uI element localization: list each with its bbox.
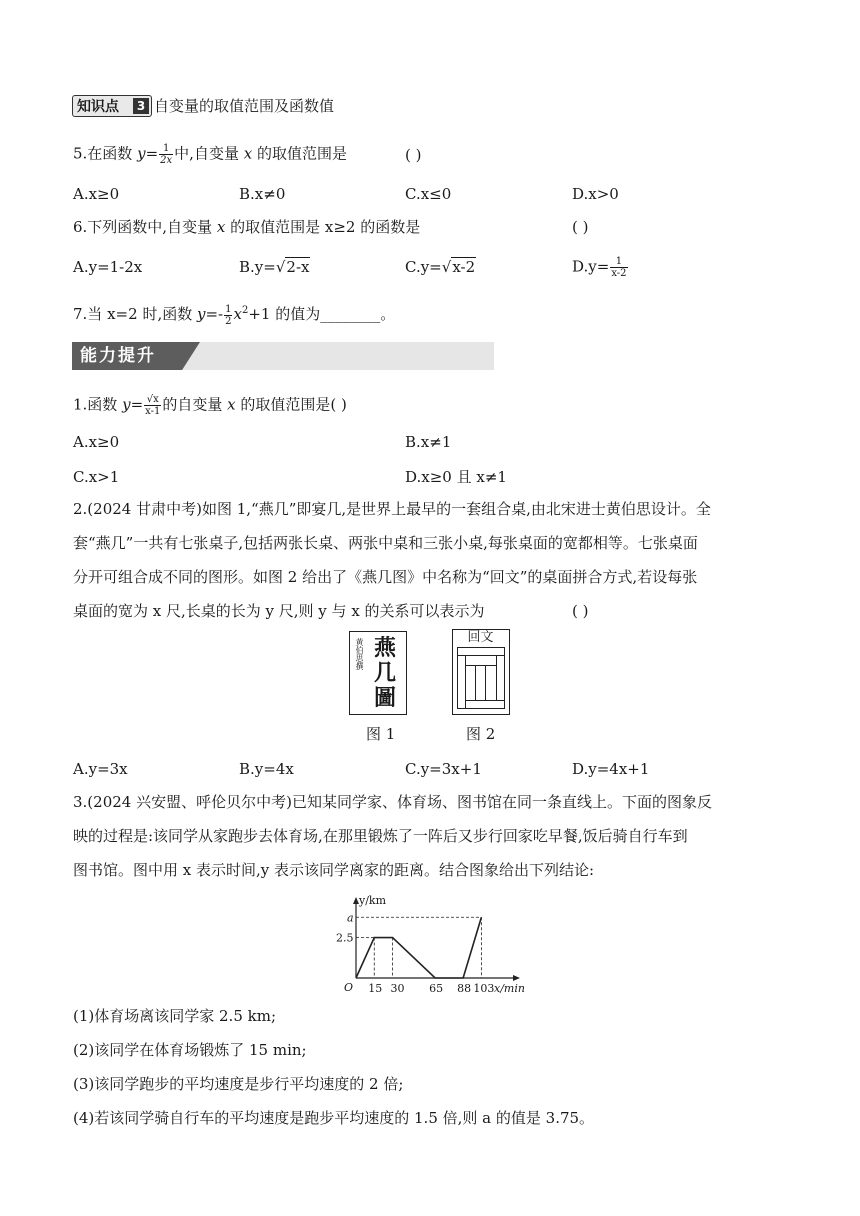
figure-2-table-layout	[452, 629, 510, 715]
figure-1-book-cover	[349, 631, 407, 715]
figure-1-small-text: 黄伯思撰	[355, 638, 364, 670]
q5-fraction: $\frac{1}{2x}$	[160, 143, 173, 166]
x-tick-label: 88	[457, 982, 472, 993]
origin-label: O	[344, 981, 354, 993]
problem-2-line-1: 2.(2024 甘肃中考)如图 1,“燕几”即宴几,是世界上最早的一套组合桌,由北宋进士黄伯思设计。全	[73, 500, 711, 518]
question-7-stem: 7.当 x=2 时,函数 y=- $\frac{1}{2}$ $x^2+1$ 的值为________。	[73, 303, 396, 327]
q5-option-a: A.x≥0	[73, 185, 120, 203]
problem-3-line-3: 图书馆。图中用 x 表示时间,y 表示该同学离家的距离。结合图象给出下列结论:	[73, 861, 595, 879]
sqrt-symbol: √2-x	[275, 258, 310, 276]
y-axis-label: y/km	[359, 894, 387, 907]
question-6-answer-bracket: ( )	[572, 218, 589, 236]
p2-option-c: C.y=3x+1	[405, 760, 482, 778]
figure-1-title: 燕几圖	[373, 635, 396, 711]
x-axis-arrow	[513, 975, 520, 981]
x-tick-label: 30	[390, 982, 405, 993]
problem-3-line-2: 映的过程是:该同学从家跑步去体育场,在那里锻炼了一阵后又步行回家吃早餐,饭后骑自行车到	[73, 827, 688, 845]
y-tick-label: a	[347, 911, 354, 925]
section-badge-number: 3	[133, 98, 149, 114]
answer-blank: ________	[320, 305, 381, 323]
problem-2-line-3: 分开可组合成不同的图形。如图 2 给出了《燕几图》中名称为“回文”的桌面拼合方式,若设每张	[73, 568, 698, 586]
figure-2-diagram	[457, 647, 505, 709]
statement-4: (4)若该同学骑自行车的平均速度是跑步平均速度的 1.5 倍,则 a 的值是 3.75。	[73, 1109, 595, 1127]
figure-2-caption: 图 2	[466, 725, 496, 743]
distance-time-graph	[330, 893, 530, 993]
q7-fraction: $\frac{1}{2}$	[225, 303, 232, 327]
problem-3-line-1: 3.(2024 兴安盟、呼伦贝尔中考)已知某同学家、体育场、图书馆在同一条直线上。下面的图象反	[73, 793, 712, 811]
p1-fraction: $\frac{√x}{x-1}$	[145, 394, 161, 417]
x-tick-label: 65	[429, 982, 444, 993]
section-badge	[72, 95, 152, 117]
banner-title: 能力提升	[80, 346, 156, 366]
question-6-stem: 6.下列函数中,自变量 x 的取值范围是 x≥2 的函数是	[73, 218, 421, 236]
x-tick-label: 103	[473, 982, 495, 993]
question-5-stem: 5.在函数 y= $\frac{1}{2x}$ 中,自变量 x 的取值范围是	[73, 143, 347, 166]
q5-option-c: C.x≤0	[405, 185, 452, 203]
p1-option-a: A.x≥0	[73, 433, 120, 451]
problem-2-line-2: 套“燕几”一共有七张桌子,包括两张长桌、两张中桌和三张小桌,每张桌面的宽都相等。七张桌面	[73, 534, 698, 552]
q5-option-b: B.x≠0	[239, 185, 286, 203]
p1-option-b: B.x≠1	[405, 433, 452, 451]
distance-line	[356, 917, 481, 978]
p1-option-c: C.x>1	[73, 468, 120, 486]
p2-option-b: B.y=4x	[239, 760, 294, 778]
q6d-fraction: $\frac{1}{x-2}$	[611, 256, 627, 279]
p2-option-a: A.y=3x	[73, 760, 128, 778]
ability-banner	[72, 342, 494, 370]
q6-option-a: A.y=1-2x	[73, 258, 143, 276]
p2-option-d: D.y=4x+1	[572, 760, 650, 778]
section-badge-label: 知识点	[77, 99, 119, 115]
problem-2-line-4: 桌面的宽为 x 尺,长桌的长为 y 尺,则 y 与 x 的关系可以表示为	[73, 602, 485, 620]
problem-1-stem: 1.函数 y= $\frac{√x}{x-1}$ 的自变量 x 的取值范围是( )	[73, 394, 347, 417]
statement-3: (3)该同学跑步的平均速度是步行平均速度的 2 倍;	[73, 1075, 404, 1093]
section-title: 自变量的取值范围及函数值	[154, 97, 335, 115]
x-tick-label: 15	[368, 982, 383, 993]
sqrt-symbol: √x-2	[441, 258, 476, 276]
p1-option-d: D.x≥0 且 x≠1	[405, 468, 507, 486]
statement-2: (2)该同学在体育场锻炼了 15 min;	[73, 1041, 307, 1059]
statement-1: (1)体育场离该同学家 2.5 km;	[73, 1007, 277, 1025]
figure-2-title: 回文	[467, 630, 494, 645]
q5-option-d: D.x>0	[572, 185, 619, 203]
q6-option-d: D.y= $\frac{1}{x-2}$	[572, 256, 627, 279]
figure-1-caption: 图 1	[366, 725, 396, 743]
q6-option-c: C.y=√x-2	[405, 258, 476, 276]
problem-2-answer-bracket: ( )	[572, 602, 589, 620]
y-tick-label: 2.5	[336, 931, 354, 945]
q6-option-b: B.y=√2-x	[239, 258, 310, 276]
x-axis-label: x/min	[494, 982, 525, 993]
question-5-answer-bracket: ( )	[405, 146, 422, 164]
